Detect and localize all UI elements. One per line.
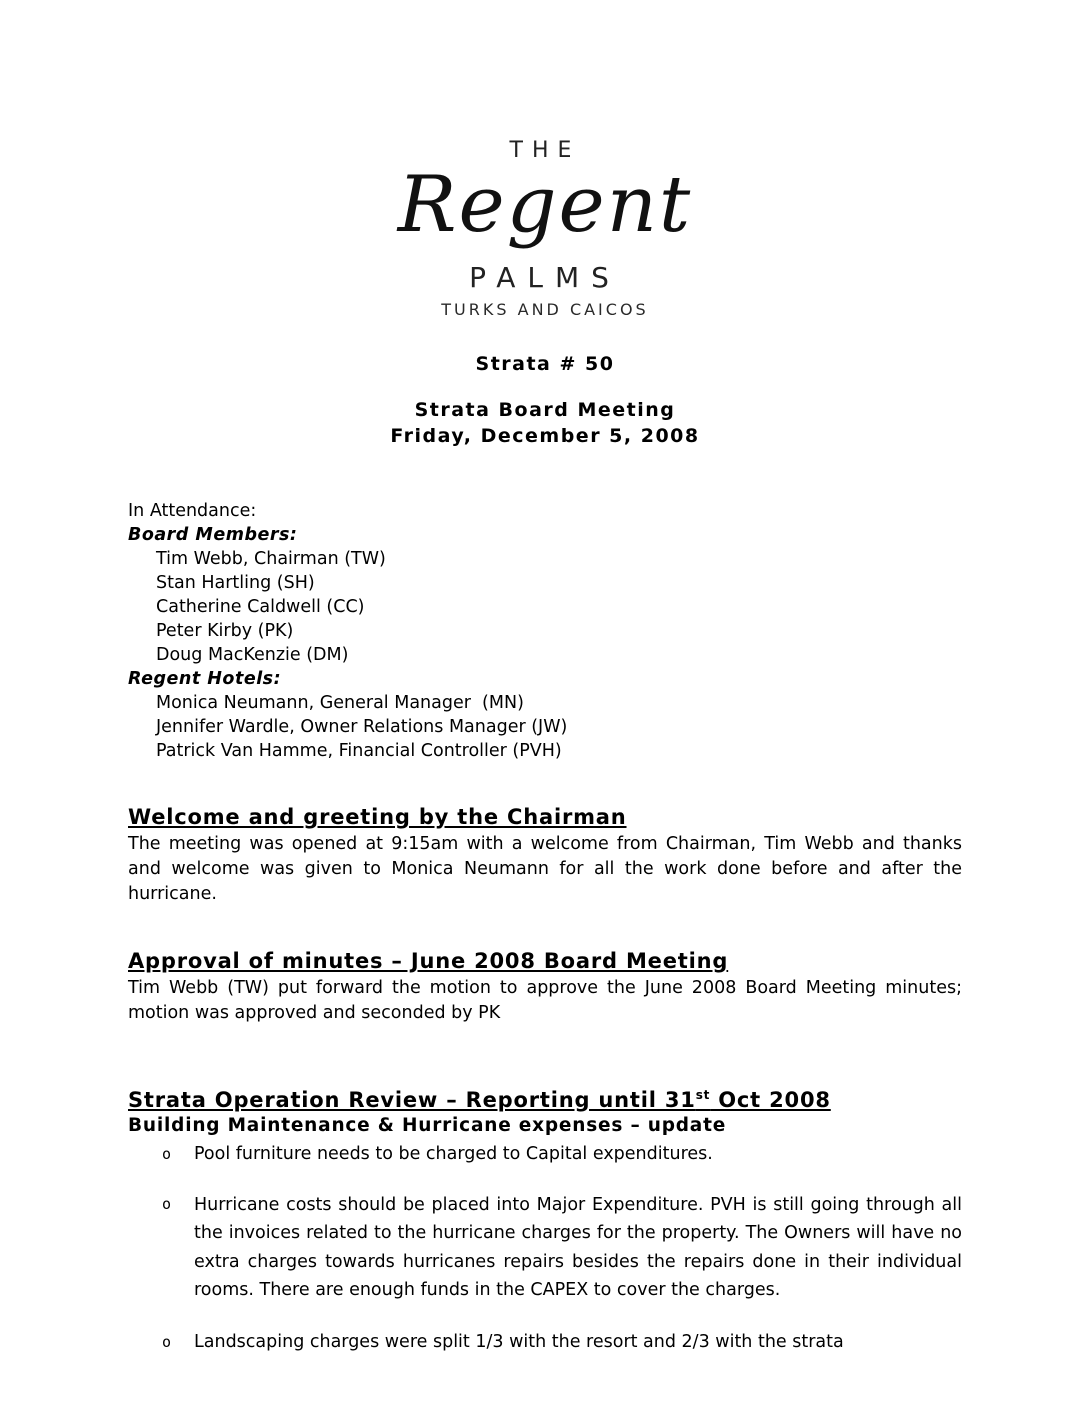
section-heading-welcome: Welcome and greeting by the Chairman (128, 804, 627, 829)
board-members-label: Board Members: (128, 524, 298, 545)
bullet-text: Hurricane costs should be placed into Major Expenditure. PVH is still going through all the invoices related to the hurricane charges for the property. The Owners will have no extra charges towards hurricanes repairs besides the repairs done in their individual rooms. There are enough funds in the CAPEX to cover the charges. (194, 1194, 962, 1301)
logo-location-text: TURKS AND CAICOS (441, 299, 649, 319)
attendee-name: Jennifer Wardle, Owner Relations Manager (JW) (156, 716, 568, 737)
meeting-title: Strata Board Meeting (414, 398, 676, 421)
bullet-marker: o (162, 1332, 172, 1351)
logo-regent-script: Regent (397, 160, 693, 250)
attendee-name: Doug MacKenzie (DM) (156, 644, 349, 665)
section-approval-of-minutes (128, 949, 962, 1026)
bullet-list (128, 1141, 962, 1355)
section-heading-approval: Approval of minutes – June 2008 Board Meeting (128, 948, 729, 973)
logo-the-text: THE (509, 138, 581, 163)
section-paragraph: Tim Webb (TW) put forward the motion to approve the June 2008 Board Meeting minutes; motion was approved and seconded by PK (128, 977, 962, 1023)
strata-number: Strata # 50 (475, 352, 615, 375)
logo-palms-text: PALMS (469, 260, 621, 294)
attendee-name: Monica Neumann, General Manager (MN) (156, 692, 524, 713)
attendee-name: Stan Hartling (SH) (156, 572, 315, 593)
subheading-building-maintenance: Building Maintenance & Hurricane expenses – update (128, 1114, 727, 1136)
list-item (128, 1329, 962, 1355)
bullet-marker: o (162, 1194, 172, 1213)
resort-logo (128, 138, 962, 319)
section-paragraph: The meeting was opened at 9:15am with a welcome from Chairman, Tim Webb and thanks and welcome was given to Monica Neumann for all the work done before and after the hurricane. (128, 833, 962, 904)
bullet-text: Landscaping charges were split 1/3 with the resort and 2/3 with the strata (194, 1331, 844, 1352)
list-item (128, 1191, 962, 1305)
attendee-name: Peter Kirby (PK) (156, 620, 294, 641)
document-title-block (128, 353, 962, 449)
attendee-name: Patrick Van Hamme, Financial Controller (PVH) (156, 740, 562, 761)
attendance-section (128, 499, 962, 763)
bullet-text: Pool furniture needs to be charged to Capital expenditures. (194, 1143, 713, 1164)
meeting-date: Friday, December 5, 2008 (390, 424, 700, 447)
section-strata-operation-review (128, 1088, 962, 1355)
attendee-name: Catherine Caldwell (CC) (156, 596, 365, 617)
section-heading-operation-review: Strata Operation Review – Reporting until 31st Oct 2008 (128, 1087, 831, 1112)
attendee-name: Tim Webb, Chairman (TW) (156, 548, 386, 569)
list-item (128, 1141, 962, 1167)
regent-hotels-label: Regent Hotels: (128, 668, 282, 689)
attendance-heading: In Attendance: (128, 500, 257, 521)
section-welcome (128, 805, 962, 907)
bullet-marker: o (162, 1144, 172, 1163)
ordinal-superscript: st (695, 1087, 711, 1102)
